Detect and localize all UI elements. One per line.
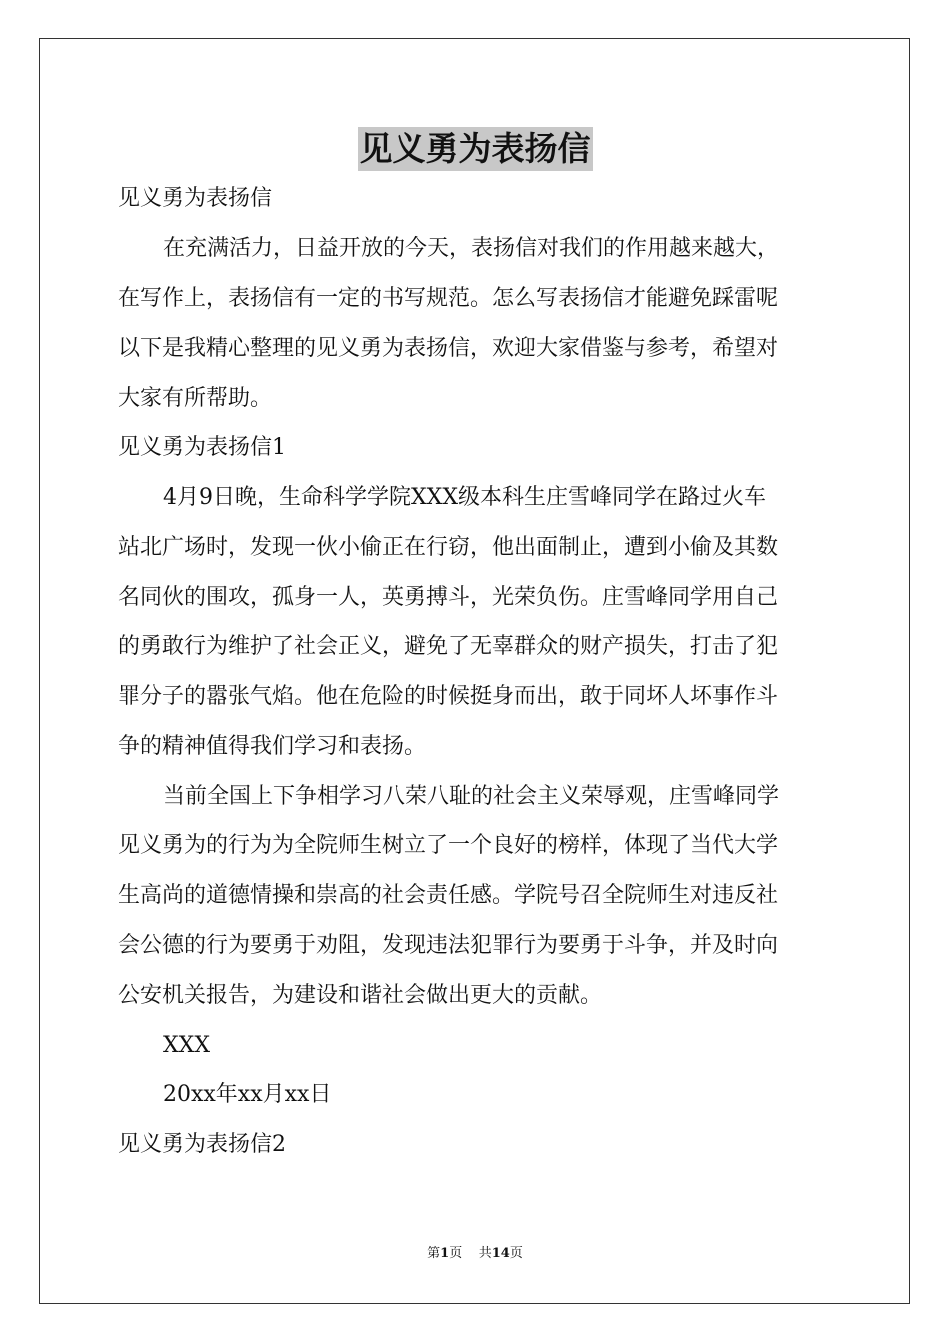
text-line: 4月9日晚，生命科学学院XXX级本科生庄雪峰同学在路过火车	[163, 485, 766, 510]
text-line: 的勇敢行为维护了社会正义，避免了无辜群众的财产损失，打击了犯	[118, 634, 779, 659]
total-pages: 14	[491, 1246, 510, 1261]
text-line: 生高尚的道德情操和崇高的社会责任感。学院号召全院师生对违反社	[118, 883, 779, 908]
text-line: 公安机关报告，为建设和谐社会做出更大的贡献。	[118, 983, 603, 1008]
page-footer	[0, 1245, 950, 1263]
text-line: 会公德的行为要勇于劝阻，发现违法犯罪行为要勇于斗争，并及时向	[118, 933, 779, 958]
text-line-heading: 见义勇为表扬信1	[118, 435, 286, 460]
page-number: 1	[440, 1246, 450, 1261]
text-line: 见义勇为的行为为全院师生树立了一个良好的榜样，体现了当代大学	[118, 833, 779, 858]
text-line: 大家有所帮助。	[118, 386, 273, 411]
text-line: 名同伙的围攻，孤身一人，英勇搏斗，光荣负伤。庄雪峰同学用自己	[118, 585, 779, 610]
signature-date: 20xx年xx月xx日	[163, 1082, 332, 1107]
text-line: 罪分子的嚣张气焰。他在危险的时候挺身而出，敢于同坏人坏事作斗	[118, 684, 779, 709]
text-line: 当前全国上下争相学习八荣八耻的社会主义荣辱观，庄雪峰同学	[163, 784, 780, 809]
text-line: 站北广场时，发现一伙小偷正在行窃，他出面制止，遭到小偷及其数	[118, 535, 779, 560]
text-line: 以下是我精心整理的见义勇为表扬信，欢迎大家借鉴与参考，希望对	[118, 336, 779, 361]
page-prefix: 第	[427, 1246, 441, 1261]
text-line-heading: 见义勇为表扬信2	[118, 1132, 286, 1157]
text-line: 争的精神值得我们学习和表扬。	[118, 734, 427, 759]
signature-name: XXX	[163, 1033, 210, 1058]
document-title: 见义勇为表扬信	[358, 127, 593, 171]
total-suffix: 页	[509, 1246, 523, 1261]
page-border	[39, 38, 910, 1304]
title-container	[0, 127, 950, 171]
total-prefix: 共	[478, 1246, 492, 1261]
text-line-heading: 见义勇为表扬信	[118, 186, 273, 211]
text-line: 在充满活力，日益开放的今天，表扬信对我们的作用越来越大，	[163, 236, 780, 261]
page-suffix: 页	[449, 1246, 463, 1261]
text-line: 在写作上，表扬信有一定的书写规范。怎么写表扬信才能避免踩雷呢	[118, 286, 779, 311]
